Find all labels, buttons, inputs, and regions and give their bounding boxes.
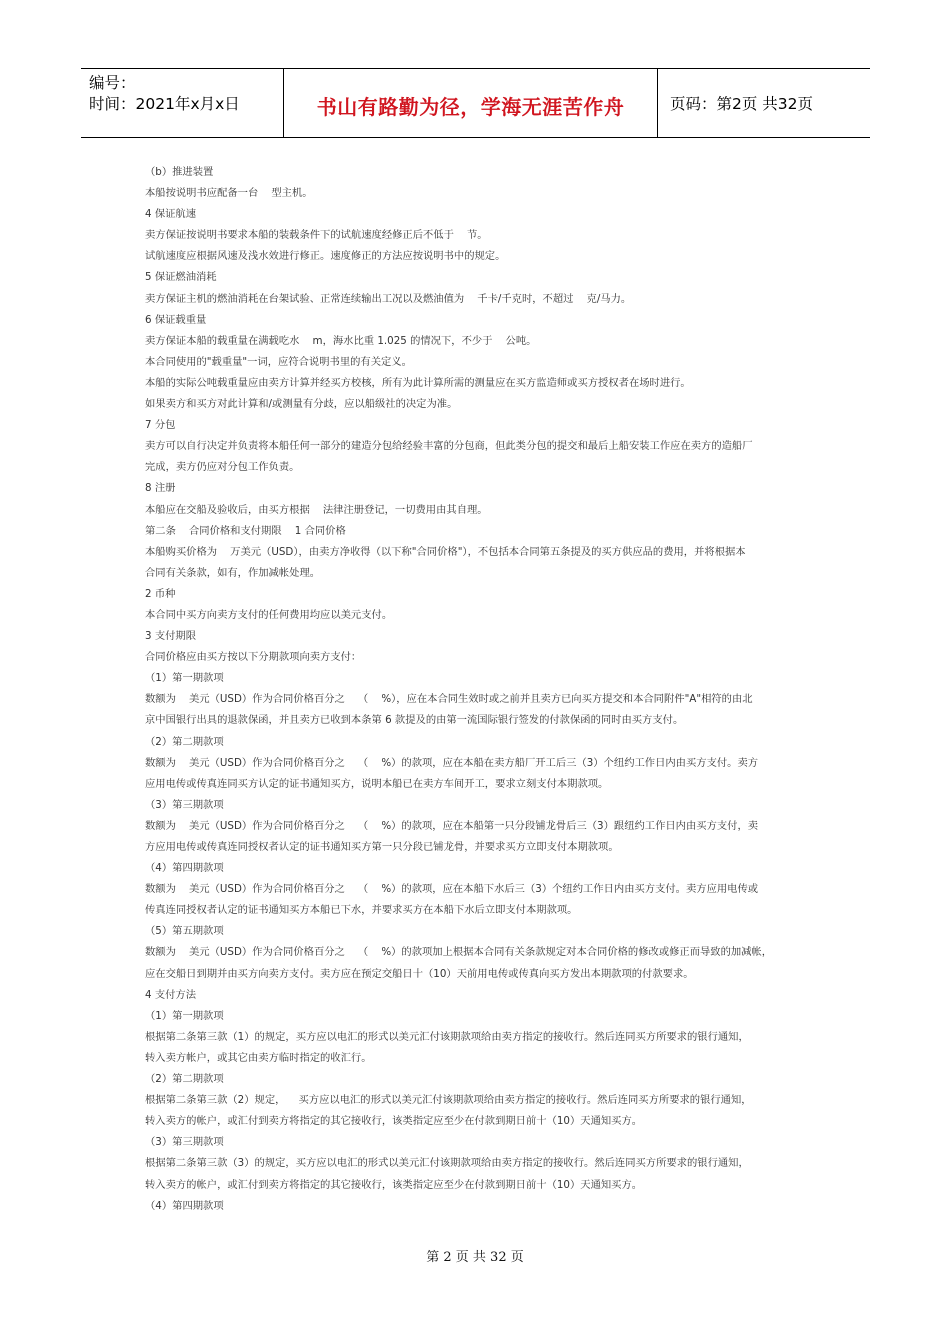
body-line: 数额为 美元（USD）作为合同价格百分之 （ %）的款项，应在本船下水后三（3）个纽约工作日内由买方支付。卖方应用电传或 bbox=[145, 883, 759, 896]
body-line: 合同价格应由买方按以下分期款项向卖方支付： bbox=[145, 651, 362, 664]
body-line: 6 保证载重量 bbox=[145, 313, 207, 326]
header-motto-cell bbox=[284, 69, 658, 137]
body-line: 应用电传或传真连同买方认定的证书通知买方，说明本船已在卖方车间开工，要求立刻支付本期款项。 bbox=[145, 777, 609, 790]
body-line: 如果卖方和买方对此计算和/或测量有分歧，应以船级社的决定为准。 bbox=[145, 398, 458, 411]
body-line: 数额为 美元（USD）作为合同价格百分之 （ %）的款项，应在本船在卖方船厂开工后三（3）个纽约工作日内由买方支付。卖方 bbox=[145, 756, 759, 769]
body-line: 试航速度应根据风速及浅水效进行修正。速度修正的方法应按说明书中的规定。 bbox=[145, 250, 506, 263]
document-time-label: 时间：2021年x月x日 bbox=[89, 95, 240, 113]
body-line: 卖方保证主机的燃油消耗在台架试验、正常连续输出工况以及燃油值为 千卡/千克时，不超过 克/马力。 bbox=[145, 292, 632, 305]
body-line: （5）第五期款项 bbox=[145, 925, 224, 938]
body-line: 本船按说明书应配备一台 型主机。 bbox=[145, 187, 313, 200]
document-body bbox=[145, 162, 810, 1217]
body-line: 完成，卖方仍应对分包工作负责。 bbox=[145, 461, 300, 474]
body-line: 合同有关条款，如有，作加减帐处理。 bbox=[145, 566, 321, 579]
body-line: 转入卖方的帐户，或汇付到卖方将指定的其它接收行，该类指定应至少在付款到期日前十（10）天通知买方。 bbox=[145, 1178, 643, 1191]
body-line: 2 币种 bbox=[145, 587, 176, 600]
body-line: （3）第三期款项 bbox=[145, 1136, 224, 1149]
body-line: 数额为 美元（USD）作为合同价格百分之 （ %），应在本合同生效时或之前并且卖方已向买方提交和本合同附件"A"相符的由北 bbox=[145, 693, 753, 706]
body-line: 第二条 合同价格和支付期限 1 合同价格 bbox=[145, 524, 346, 537]
body-line: 转入卖方帐户，或其它由卖方临时指定的收汇行。 bbox=[145, 1051, 372, 1064]
body-line: 传真连同授权者认定的证书通知买方本船已下水，并要求买方在本船下水后立即支付本期款项。 bbox=[145, 904, 578, 917]
body-line: 应在交船日到期并由买方向卖方支付。卖方应在预定交船日十（10）天前用电传或传真向买方发出本期款项的付款要求。 bbox=[145, 967, 694, 980]
body-line: 方应用电传或传真连同授权者认定的证书通知买方第一只分段已铺龙骨，并要求买方立即支付本期款项。 bbox=[145, 841, 619, 853]
page-header bbox=[81, 68, 870, 138]
body-line: （2）第二期款项 bbox=[145, 735, 224, 748]
body-line: （1）第一期款项 bbox=[145, 1009, 224, 1022]
header-page-info: 页码：第2页 共32页 bbox=[670, 95, 814, 113]
body-line: 转入卖方的帐户，或汇付到卖方将指定的其它接收行，该类指定应至少在付款到期日前十（10）天通知买方。 bbox=[145, 1115, 643, 1128]
body-line: 根据第二条第三款（3）的规定，买方应以电汇的形式以美元汇付该期款项给由卖方指定的接收行。然后连同买方所要求的银行通知， bbox=[145, 1157, 749, 1170]
body-line: 7 分包 bbox=[145, 419, 176, 432]
body-line: 数额为 美元（USD）作为合同价格百分之 （ %）的款项，应在本船第一只分段铺龙骨后三（3）跟纽约工作日内由买方支付，卖 bbox=[145, 819, 759, 832]
body-line: （b）推进装置 bbox=[145, 166, 214, 178]
body-line: （4）第四期款项 bbox=[145, 862, 224, 875]
body-line: 4 支付方法 bbox=[145, 988, 197, 1001]
body-line: （2）第二期款项 bbox=[145, 1073, 224, 1086]
body-line: 数额为 美元（USD）作为合同价格百分之 （ %）的款项加上根据本合同有关条款规定对本合同价格的修改或修正而导致的加减帐， bbox=[145, 946, 773, 959]
header-meta bbox=[81, 69, 284, 137]
body-line: 卖方可以自行决定并负责将本船任何一部分的建造分包给经验丰富的分包商，但此类分包的提交和最后上船安装工作应在卖方的造船厂 bbox=[145, 440, 753, 453]
page-footer: 第 2 页 共 32 页 bbox=[426, 1250, 524, 1265]
body-line: 京中国银行出具的退款保函，并且卖方已收到本条第 6 款提及的由第一流国际银行签发的付款保函的同时由买方支付。 bbox=[145, 714, 684, 727]
body-line: 3 支付期限 bbox=[145, 630, 197, 643]
body-line: 本船购买价格为 万美元（USD），由卖方净收得（以下称"合同价格"），不包括本合同第五条提及的买方供应品的费用，并将根据本 bbox=[145, 545, 746, 558]
body-line: （4）第四期款项 bbox=[145, 1199, 224, 1212]
body-line: 本船的实际公吨载重量应由卖方计算并经买方校核，所有为此计算所需的测量应在买方监造师或买方授权者在场时进行。 bbox=[145, 376, 691, 389]
body-line: 卖方保证按说明书要求本船的装载条件下的试航速度经修正后不低于 节。 bbox=[145, 229, 488, 242]
body-line: 本合同使用的"载重量"一词，应符合说明书里的有关定义。 bbox=[145, 355, 412, 368]
body-line: 根据第二条第三款（2）规定， 买方应以电汇的形式以美元汇付该期款项给由卖方指定的接收行。然后连同买方所要求的银行通知， bbox=[145, 1094, 752, 1107]
body-line: 5 保证燃油消耗 bbox=[145, 271, 217, 284]
body-line: （1）第一期款项 bbox=[145, 672, 224, 685]
body-line: 根据第二条第三款（1）的规定，买方应以电汇的形式以美元汇付该期款项给由卖方指定的接收行。然后连同买方所要求的银行通知， bbox=[145, 1030, 749, 1043]
body-line: 本船应在交船及验收后，由买方根据 法律注册登记，一切费用由其自理。 bbox=[145, 503, 488, 516]
header-motto: 书山有路勤为径，学海无涯苦作舟 bbox=[316, 94, 625, 119]
document-number-label: 编号： bbox=[89, 74, 136, 92]
body-line: 4 保证航速 bbox=[145, 208, 197, 221]
body-line: 8 注册 bbox=[145, 482, 176, 495]
body-line: （3）第三期款项 bbox=[145, 798, 224, 811]
body-line: 本合同中买方向卖方支付的任何费用均应以美元支付。 bbox=[145, 608, 393, 621]
body-line: 卖方保证本船的载重量在满载吃水 m，海水比重 1.025 的情况下，不少于 公吨。 bbox=[145, 334, 537, 347]
